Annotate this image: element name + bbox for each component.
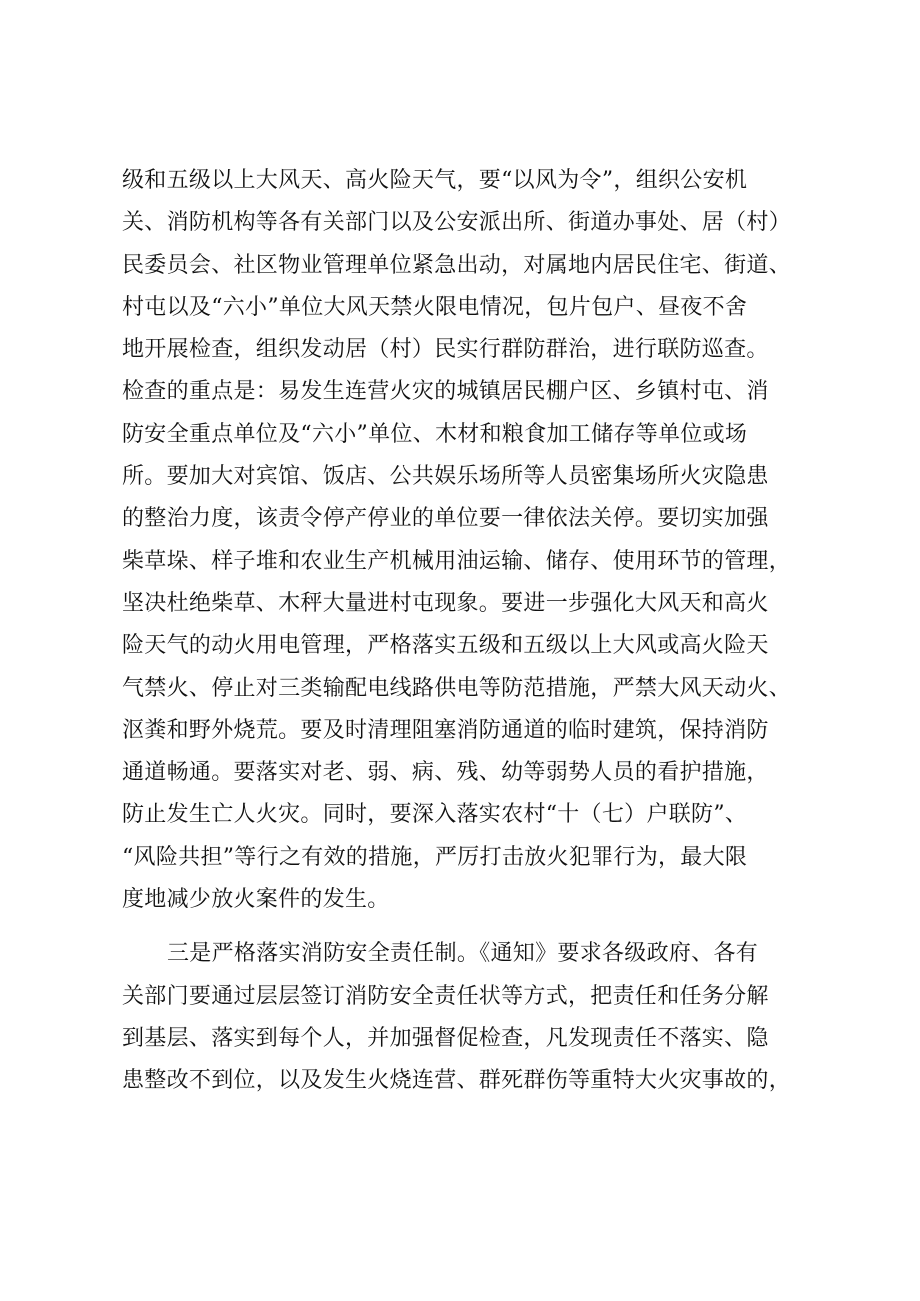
text-line: 的整治力度，该责令停产停业的单位要一律依法关停。要切实加强: [122, 506, 769, 532]
text-line: 村屯以及“六小”单位大风天禁火限电情况，包片包户、昼夜不舍: [122, 294, 748, 320]
text-line: 所。要加大对宾馆、饭店、公共娱乐场所等人员密集场所火灾隐患: [122, 464, 769, 490]
text-line: 三是严格落实消防安全责任制。《通知》要求各级政府、各有: [167, 941, 759, 967]
paragraph-1: [122, 160, 822, 921]
text-line: 级和五级以上大风天、高火险天气，要“以风为令”，组织公安机: [122, 168, 748, 193]
text-line: 关部门要通过层层签订消防安全责任状等方式，把责任和任务分解: [122, 983, 769, 1009]
document-body: [122, 160, 822, 1103]
text-line: 民委员会、社区物业管理单位紧急出动，对属地内居民住宅、街道、: [122, 252, 792, 278]
text-line: 关、消防机构等各有关部门以及公安派出所、街道办事处、居（村）: [122, 210, 792, 236]
text-line: 防安全重点单位及“六小”单位、木材和粮食加工储存等单位或场: [122, 421, 748, 447]
text-line: 沤粪和野外烧荒。要及时清理阻塞消防通道的临时建筑，保持消防: [122, 717, 769, 743]
text-line: 到基层、落实到每个人，并加强督促检查，凡发现责任不落实、隐: [122, 1025, 769, 1051]
text-line: 坚决杜绝柴草、木秤大量进村屯现象。要进一步强化大风天和高火: [122, 590, 769, 616]
paragraph-2: [122, 933, 822, 1102]
text-line: 险天气的动火用电管理，严格落实五级和五级以上大风或高火险天: [122, 633, 769, 659]
text-line: “风险共担”等行之有效的措施，严厉打击放火犯罪行为，最大限: [122, 844, 748, 870]
text-line: 地开展检查，组织发动居（村）民实行群防群治，进行联防巡查。: [122, 337, 769, 363]
paragraph-gap: [122, 921, 822, 933]
text-line: 柴草垛、样子堆和农业生产机械用油运输、储存、使用环节的管理，: [122, 548, 792, 574]
text-line: 气禁火、停止对三类输配电线路供电等防范措施，严禁大风天动火、: [122, 675, 792, 701]
text-line: 通道畅通。要落实对老、弱、病、残、幼等弱势人员的看护措施，: [122, 760, 769, 786]
text-line: 检查的重点是：易发生连营火灾的城镇居民棚户区、乡镇村屯、消: [122, 379, 769, 405]
text-line: 防止发生亡人火灾。同时，要深入落实农村“十（七）户联防”、: [122, 802, 748, 828]
text-line: 患整改不到位，以及发生火烧连营、群死群伤等重特大火灾事故的，: [122, 1068, 792, 1094]
text-line: 度地减少放火案件的发生。: [122, 887, 390, 913]
